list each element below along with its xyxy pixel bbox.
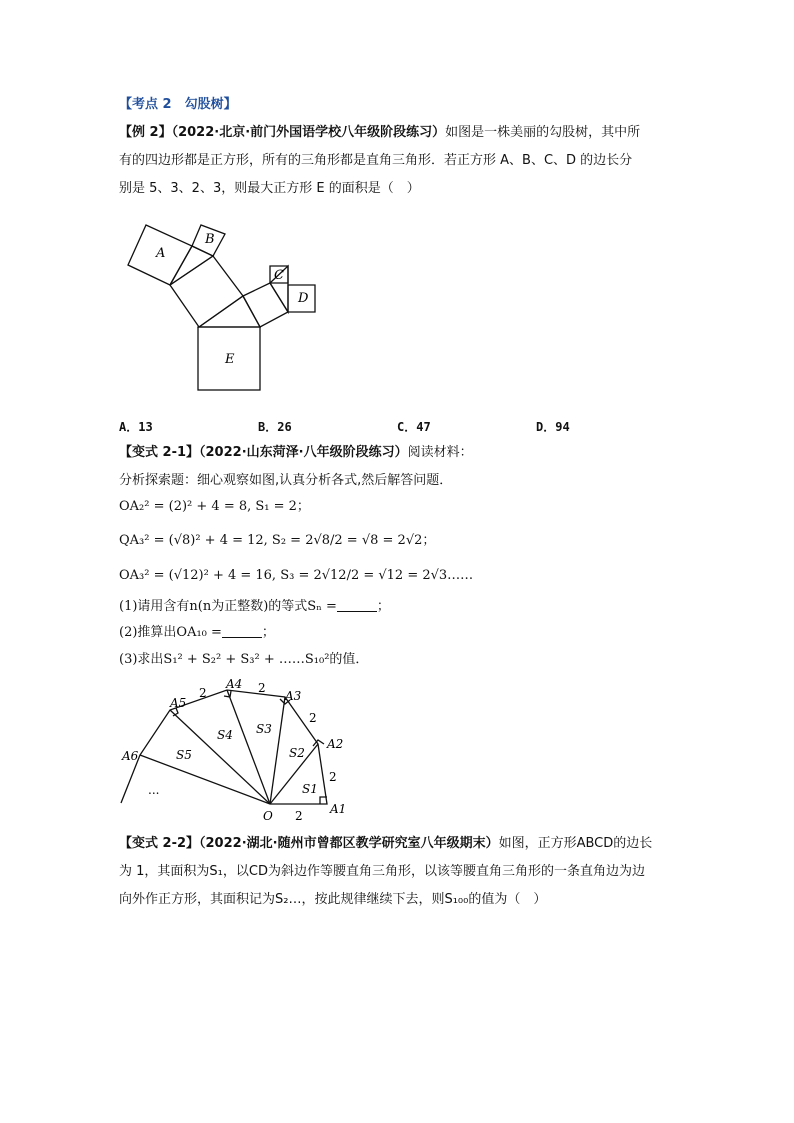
side-label-5: 2 (199, 686, 207, 700)
label-s2: S2 (289, 746, 305, 760)
side-label-3: 2 (309, 711, 317, 725)
variant21-q1-text: (1)请用含有n(n为正整数)的等式Sₙ = (119, 599, 337, 614)
label-s5: S5 (176, 748, 192, 762)
choice-b: B．26 (258, 420, 292, 434)
variant21-eq1: OA₂² = (2)² + 4 = 8, S₁ = 2； (119, 499, 310, 514)
label-a: A (156, 246, 166, 261)
example2-line2: 有的四边形都是正方形，所有的三角形都是直角三角形．若正方形 A、B、C、D 的边长分 (119, 153, 633, 168)
label-s3: S3 (256, 722, 272, 736)
variant21-tail: 阅读材料： (407, 445, 473, 460)
variant21-source: （2022·山东菏泽·八年级阶段练习） (199, 445, 408, 460)
variant22-source: （2022·湖北·随州市曾都区教学研究室八年级期末） (199, 836, 499, 851)
section-heading: 【考点 2 勾股树】 (119, 97, 237, 112)
label-a4: A4 (226, 677, 243, 691)
variant22-line2: 为 1，其面积为S₁，以CD为斜边作等腰直角三角形，以该等腰直角三角形的一条直角边为边 (119, 864, 645, 879)
choice-d: D．94 (536, 420, 570, 434)
choice-c: C．47 (397, 420, 431, 434)
variant21-tag: 【变式 2-1】 (119, 445, 200, 460)
side-label-4: 2 (258, 681, 266, 695)
variant22-line3: 向外作正方形，其面积记为S₂…，按此规律继续下去，则S₁₀₀的值为（ ） (119, 892, 547, 907)
label-c: C (274, 268, 284, 283)
variant21-q2-text: (2)推算出OA₁₀ = (119, 625, 222, 640)
example2-tag: 【例 2】 (119, 125, 172, 140)
variant22-line1-text: 如图，正方形ABCD的边长 (498, 836, 653, 851)
example2-source: （2022·北京·前门外国语学校八年级阶段练习） (171, 125, 446, 140)
label-a5: A5 (170, 696, 187, 710)
ray-oa4 (227, 690, 270, 804)
variant21-q2-end: ； (261, 625, 275, 640)
label-a2: A2 (327, 737, 344, 751)
label-d: D (298, 291, 309, 306)
variant21-eq3: OA₃² = (√12)² + 4 = 16, S₃ = 2√12/2 = √12 = 2√3…… (119, 568, 474, 583)
variant21-q1-end: ； (376, 599, 390, 614)
label-o: O (263, 809, 273, 823)
label-s4: S4 (217, 728, 233, 742)
label-s1: S1 (302, 782, 318, 796)
example2-line1-text: 如图是一株美丽的勾股树，其中所 (445, 125, 641, 140)
variant21-eq2: QA₃² = (√8)² + 4 = 12, S₂ = 2√8/2 = √8 = 2√2； (119, 533, 436, 548)
label-a1: A1 (330, 802, 347, 816)
spiral-ellipsis: ... (148, 783, 160, 797)
label-e: E (225, 352, 235, 367)
choice-a: A．13 (119, 420, 153, 434)
variant21-q3: (3)求出S₁² + S₂² + S₃² + ……S₁₀²的值． (119, 652, 369, 667)
ray-oa6 (140, 755, 270, 804)
example2-line3: 别是 5、3、2、3，则最大正方形 E 的面积是（ ） (119, 181, 420, 196)
label-a6: A6 (122, 749, 139, 763)
label-a3: A3 (285, 689, 302, 703)
side-label-2: 2 (329, 770, 337, 784)
variant21-intro: 分析探索题：细心观察如图,认真分析各式,然后解答问题． (119, 473, 453, 488)
variant22-line1 (119, 835, 652, 853)
variant22-tag: 【变式 2-2】 (119, 836, 200, 851)
label-b: B (205, 232, 215, 247)
side-label-1: 2 (295, 809, 303, 823)
